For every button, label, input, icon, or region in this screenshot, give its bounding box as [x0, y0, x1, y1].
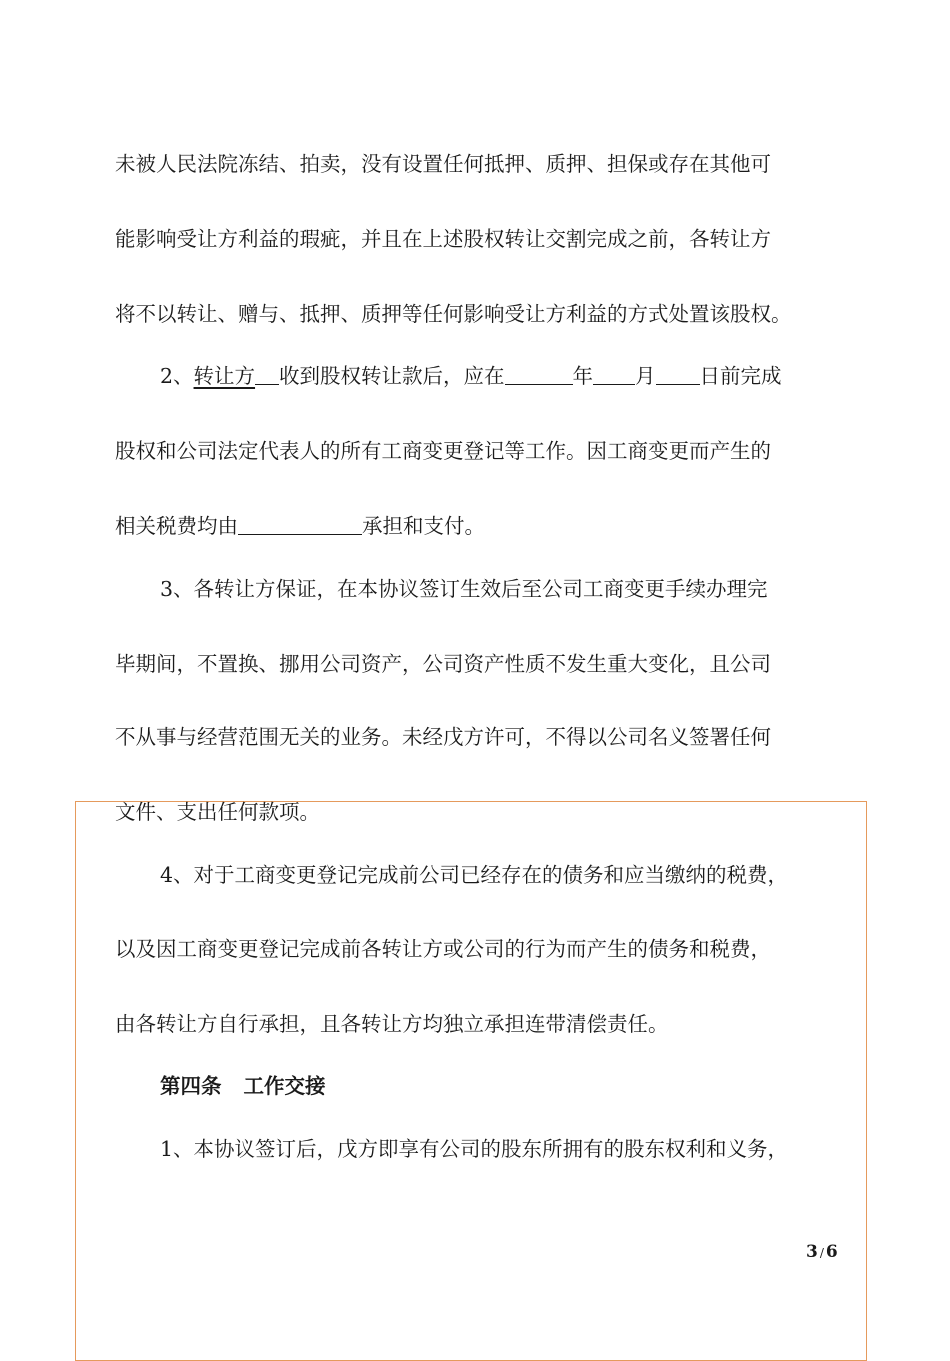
payer-blank	[238, 514, 362, 535]
p2-line-1	[160, 362, 890, 390]
page-current: 3	[806, 1242, 818, 1262]
p5-line-1: 1、本协议签订后，戊方即享有公司的股东所拥有的股东权利和义务，	[160, 1137, 789, 1161]
page-separator: /	[819, 1246, 824, 1260]
article-title: 工作交接	[243, 1074, 326, 1098]
p2-mid-text: 收到股权转让款后，应在	[279, 364, 505, 388]
p1-line-1: 未被人民法院冻结、拍卖，没有设置任何抵押、质押、担保或存在其他可	[115, 152, 771, 176]
article-number: 第四条	[160, 1074, 222, 1098]
page-number	[806, 1242, 838, 1262]
p2-l3-start: 相关税费均由	[115, 514, 238, 538]
day-blank	[656, 364, 700, 385]
p2-l3-end: 承担和支付。	[362, 514, 485, 538]
article-heading	[160, 1072, 890, 1100]
p1-line-2: 能影响受让方利益的瑕疵，并且在上述股权转让交割完成之前，各转让方	[115, 227, 771, 251]
p3-line-3: 不从事与经营范围无关的业务。未经戊方许可，不得以公司名义签署任何	[115, 725, 771, 749]
p1-line-3: 将不以转让、赠与、抵押、质押等任何影响受让方利益的方式处置该股权。	[115, 302, 792, 326]
p4-line-1: 4、对于工商变更登记完成前公司已经存在的债务和应当缴纳的税费，	[160, 863, 789, 887]
month-blank	[593, 364, 635, 385]
year-label: 年	[572, 364, 594, 388]
year-blank	[505, 364, 573, 385]
p2-line-3	[115, 512, 845, 540]
p2-end-text: 日前完成	[699, 364, 782, 388]
p3-line-2: 毕期间，不置换、挪用公司资产，公司资产性质不发生重大变化，且公司	[115, 652, 771, 676]
clause-number: 2、	[160, 364, 194, 388]
p4-line-2: 以及因工商变更登记完成前各转让方或公司的行为而产生的债务和税费，	[115, 937, 771, 961]
p2-line-2: 股权和公司法定代表人的所有工商变更登记等工作。因工商变更而产生的	[115, 439, 771, 463]
blank-after-party	[255, 364, 279, 385]
p4-line-3: 由各转让方自行承担，且各转让方均独立承担连带清偿责任。	[115, 1012, 669, 1036]
p3-line-4: 文件、支出任何款项。	[115, 800, 320, 824]
month-label: 月	[635, 364, 656, 388]
page-total: 6	[825, 1242, 838, 1262]
party-underlined: 转让方	[193, 364, 256, 388]
p3-line-1: 3、各转让方保证，在本协议签订生效后至公司工商变更手续办理完	[160, 577, 768, 601]
